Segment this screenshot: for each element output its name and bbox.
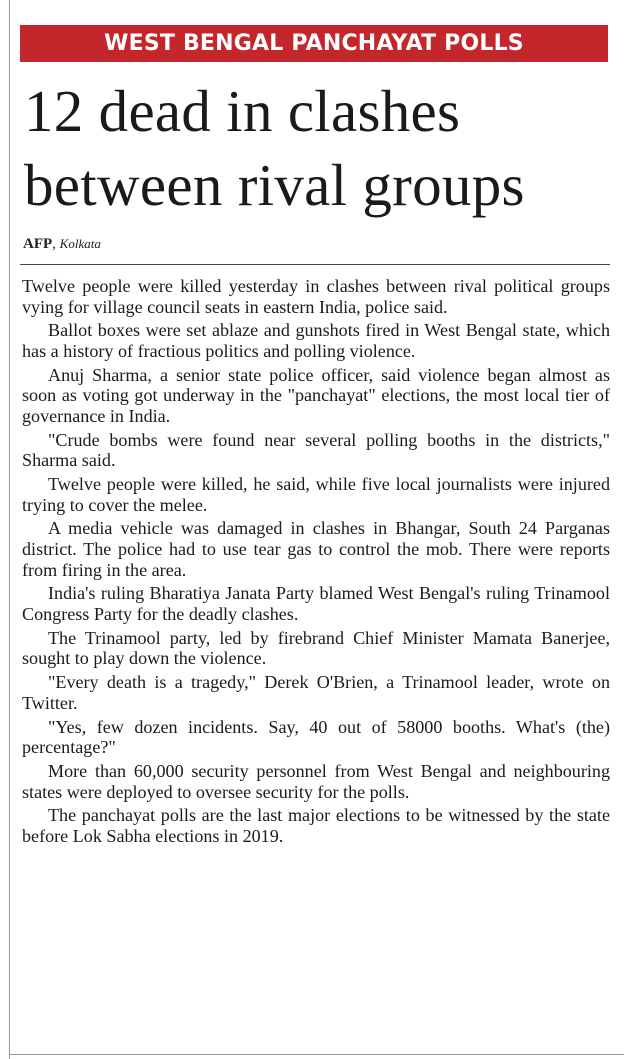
article-body bbox=[22, 276, 610, 850]
paragraph: Anuj Sharma, a senior state police officer, said violence began almost as soon as voting got underway in the "panchayat" elections, the most local tier of governance in India. bbox=[22, 364, 610, 426]
paragraph: India's ruling Bharatiya Janata Party blamed West Bengal's ruling Trinamool Congress Party for the deadly clashes. bbox=[22, 583, 610, 625]
byline-separator: , bbox=[52, 236, 56, 252]
paragraph: "Crude bombs were found near several polling booths in the districts," Sharma said. bbox=[22, 429, 610, 471]
left-border-rule bbox=[9, 0, 10, 1059]
paragraph: The panchayat polls are the last major elections to be witnessed by the state before Lok Sabha elections in 2019. bbox=[22, 805, 610, 846]
paragraph: Twelve people were killed, he said, while five local journalists were injured trying to cover the melee. bbox=[22, 474, 610, 515]
byline-divider bbox=[20, 264, 610, 265]
byline bbox=[23, 236, 101, 253]
paragraph: Twelve people were killed yesterday in clashes between rival political groups vying for village council seats in eastern India, police said. bbox=[22, 276, 610, 317]
paragraph: A media vehicle was damaged in clashes in Bhangar, South 24 Parganas district. The police had to use tear gas to control the mob. There were reports from firing in the area. bbox=[22, 518, 610, 580]
article-headline: 12 dead in clashes between rival groups bbox=[24, 78, 525, 218]
byline-place: Kolkata bbox=[59, 236, 101, 251]
kicker-text: WEST BENGAL PANCHAYAT POLLS bbox=[104, 31, 524, 56]
paragraph: More than 60,000 security personnel from West Bengal and neighbouring states were deployed to oversee security for the polls. bbox=[22, 760, 610, 802]
paragraph: "Every death is a tragedy," Derek O'Brien, a Trinamool leader, wrote on Twitter. bbox=[22, 672, 610, 713]
bottom-border-rule bbox=[9, 1054, 624, 1055]
paragraph: "Yes, few dozen incidents. Say, 40 out of 58000 booths. What's (the) percentage?" bbox=[22, 716, 610, 758]
paragraph: Ballot boxes were set ablaze and gunshots fired in West Bengal state, which has a history of fractious politics and polling violence. bbox=[22, 320, 610, 361]
byline-agency: AFP bbox=[23, 236, 53, 252]
section-banner bbox=[20, 25, 608, 62]
paragraph: The Trinamool party, led by firebrand Chief Minister Mamata Banerjee, sought to play down the violence. bbox=[22, 627, 610, 669]
